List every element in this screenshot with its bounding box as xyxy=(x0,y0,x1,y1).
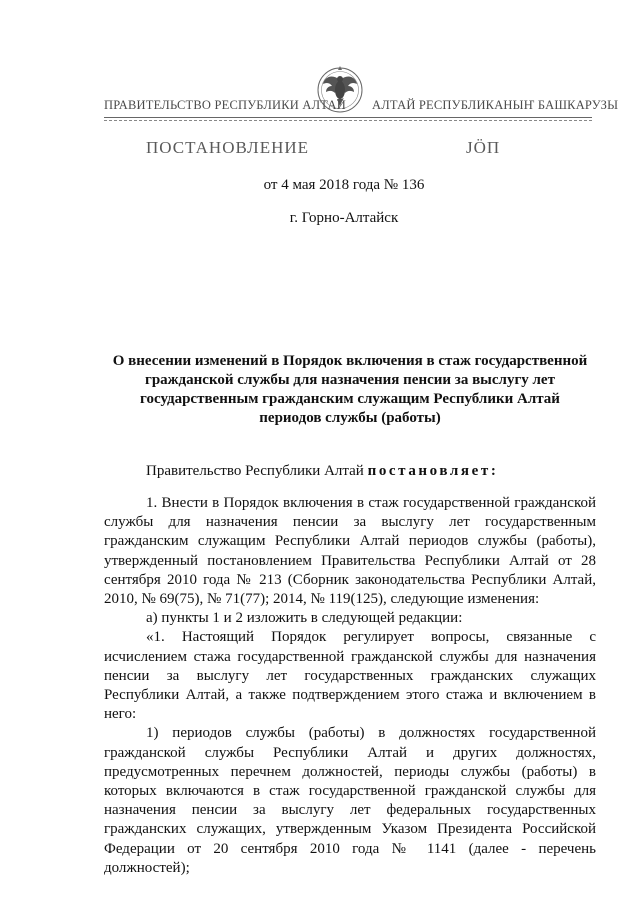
document-date-number: от 4 мая 2018 года № 136 xyxy=(263,177,425,193)
paragraph-line: пенсии за выслугу лет государственных гражданских служащих xyxy=(104,667,596,684)
paragraph-line: которых включаются в стаж государственной гражданской службы для xyxy=(104,783,596,800)
doc-type-russian: ПОСТАНОВЛЕНИЕ xyxy=(146,138,310,157)
letterhead-divider-secondary xyxy=(104,120,592,121)
paragraph-line: исчислением стажа государственной гражданской службы для назначения xyxy=(104,648,596,665)
paragraph-line: утвержденный постановлением Правительства Республики Алтай от 28 xyxy=(104,552,596,569)
title-line: государственным гражданским служащим Республики Алтай xyxy=(140,391,560,407)
paragraph-line: службы для назначения пенсии за выслугу лет государственным xyxy=(104,514,596,531)
org-name-altai: АЛТАЙ РЕСПУБЛИКАНЫҤ БАШКАРУЗЫ xyxy=(372,98,619,112)
paragraph-line: а) пункты 1 и 2 изложить в следующей редакции: xyxy=(146,610,463,627)
paragraph-line: предусмотренных перечнем должностей, периоды службы (работы) в xyxy=(104,763,596,780)
paragraph-line: назначения пенсии за выслугу лет федеральных государственных xyxy=(104,802,596,819)
body-paragraph xyxy=(104,494,596,609)
paragraph-line: «1. Настоящий Порядок регулирует вопросы, связанные с xyxy=(146,629,596,646)
paragraph-line: гражданских служащих, утвержденным Указом Президента Российской xyxy=(104,821,596,838)
paragraph-line: сентября 2010 года № 213 (Сборник законодательства Республики Алтай, xyxy=(104,571,596,588)
paragraph-line: должностей); xyxy=(104,859,190,876)
org-name-russian: ПРАВИТЕЛЬСТВО РЕСПУБЛИКИ АЛТАЙ xyxy=(104,98,346,112)
paragraph-line: гражданской службы Республики Алтай и других должностях, xyxy=(104,744,596,761)
paragraph-line: 1. Внести в Порядок включения в стаж государственной гражданской xyxy=(146,495,596,511)
title-line: гражданской службы для назначения пенсии за выслугу лет xyxy=(145,372,555,388)
document-city: г. Горно-Алтайск xyxy=(289,210,399,226)
preamble-text: Правительство Республики Алтай xyxy=(146,463,364,479)
letterhead-divider xyxy=(104,117,592,118)
paragraph-line: Федерации от 20 сентября 2010 года № 1141 (далее - перечень xyxy=(104,840,596,857)
document-body xyxy=(104,494,596,878)
title-line: периодов службы (работы) xyxy=(259,410,441,426)
doc-type-altai: ЈӦП xyxy=(466,138,501,157)
preamble-verb: постановляет: xyxy=(367,463,499,479)
paragraph-line: него: xyxy=(104,706,137,723)
body-paragraph xyxy=(104,628,596,724)
document-title xyxy=(108,352,592,428)
preamble xyxy=(146,463,498,480)
body-paragraph xyxy=(104,609,596,628)
paragraph-line: 1) периодов службы (работы) в должностях государственной xyxy=(146,725,596,742)
title-line: О внесении изменений в Порядок включения в стаж государственной xyxy=(112,353,588,369)
paragraph-line: гражданским служащим Республики Алтай периодов службы (работы), xyxy=(104,533,596,550)
body-paragraph xyxy=(104,724,596,878)
paragraph-line: Республики Алтай, а также подтверждением этого стажа и включением в xyxy=(104,687,596,704)
paragraph-line: 2010, № 69(75), № 71(77); 2014, № 119(125), следующие изменения: xyxy=(104,591,540,608)
